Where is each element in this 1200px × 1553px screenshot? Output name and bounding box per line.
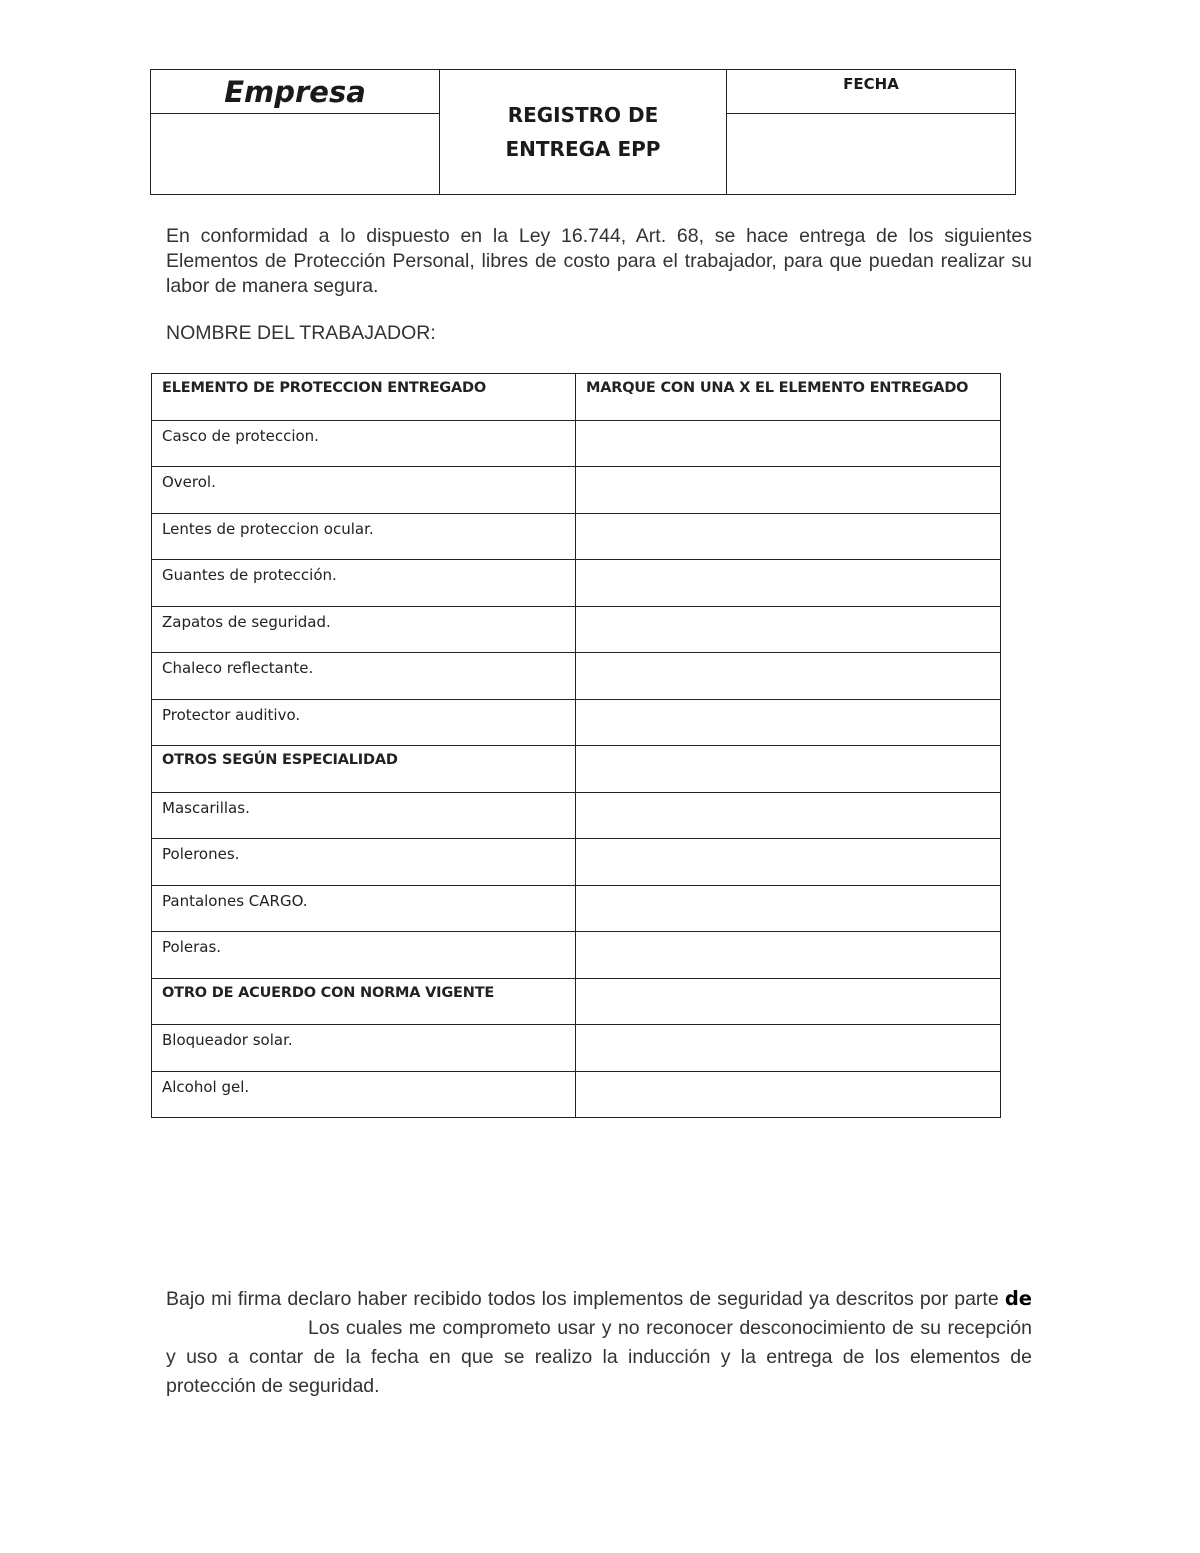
table-row	[152, 699, 1001, 746]
date-field[interactable]	[727, 114, 1016, 195]
worker-name-label: NOMBRE DEL TRABAJADOR:	[166, 322, 436, 344]
item-name-cell: Guantes de protección.	[152, 560, 576, 607]
company-label: Empresa	[151, 70, 440, 114]
item-name-cell: Protector auditivo.	[152, 699, 576, 746]
mark-cell[interactable]	[576, 746, 1001, 793]
column-header-item: ELEMENTO DE PROTECCION ENTREGADO	[152, 374, 576, 421]
mark-cell[interactable]	[576, 932, 1001, 979]
mark-cell[interactable]	[576, 885, 1001, 932]
table-row	[152, 606, 1001, 653]
table-header-row	[152, 374, 1001, 421]
closing-text-1: Bajo mi firma declaro haber recibido todos los implementos de seguridad ya descritos por parte	[166, 1288, 1005, 1310]
mark-cell[interactable]	[576, 467, 1001, 514]
mark-cell[interactable]	[576, 606, 1001, 653]
document-title	[440, 70, 727, 195]
table-row	[152, 839, 1001, 886]
table-row	[152, 932, 1001, 979]
item-name-cell: Poleras.	[152, 932, 576, 979]
table-row	[152, 467, 1001, 514]
column-header-mark: MARQUE CON UNA X EL ELEMENTO ENTREGADO	[576, 374, 1001, 421]
table-row	[152, 653, 1001, 700]
section-heading-cell: OTROS SEGÚN ESPECIALIDAD	[152, 746, 576, 793]
mark-cell[interactable]	[576, 653, 1001, 700]
company-field[interactable]	[151, 114, 440, 195]
item-name-cell: Polerones.	[152, 839, 576, 886]
table-row	[152, 560, 1001, 607]
mark-cell[interactable]	[576, 1071, 1001, 1118]
item-name-cell: Lentes de proteccion ocular.	[152, 513, 576, 560]
table-row	[152, 978, 1001, 1025]
table-row	[152, 1025, 1001, 1072]
closing-paragraph	[166, 1284, 1032, 1401]
item-name-cell: Chaleco reflectante.	[152, 653, 576, 700]
title-line-1: REGISTRO DE	[507, 103, 659, 127]
table-row	[152, 792, 1001, 839]
mark-cell[interactable]	[576, 978, 1001, 1025]
item-name-cell: Overol.	[152, 467, 576, 514]
table-row	[152, 420, 1001, 467]
item-name-cell: Mascarillas.	[152, 792, 576, 839]
item-name-cell: Alcohol gel.	[152, 1071, 576, 1118]
item-name-cell: Bloqueador solar.	[152, 1025, 576, 1072]
section-heading-cell: OTRO DE ACUERDO CON NORMA VIGENTE	[152, 978, 576, 1025]
document-header	[150, 69, 1016, 195]
mark-cell[interactable]	[576, 792, 1001, 839]
epp-table	[151, 373, 1001, 1118]
closing-text-2: Los cuales me comprometo usar y no reconocer desconocimiento de su recepción y uso a contar de la fecha en que se realizo la inducción y la entrega de los elementos de protección de seguridad.	[166, 1317, 1032, 1397]
mark-cell[interactable]	[576, 560, 1001, 607]
title-line-2: ENTREGA EPP	[505, 137, 661, 161]
intro-paragraph: En conformidad a lo dispuesto en la Ley 16.744, Art. 68, se hace entrega de los siguientes Elementos de Protección Personal, libres de costo para el trabajador, para que puedan realizar su labor de manera segura.	[166, 225, 1032, 297]
table-row	[152, 513, 1001, 560]
table-row	[152, 746, 1001, 793]
item-name-cell: Zapatos de seguridad.	[152, 606, 576, 653]
mark-cell[interactable]	[576, 513, 1001, 560]
mark-cell[interactable]	[576, 1025, 1001, 1072]
date-label: FECHA	[727, 70, 1016, 114]
table-row	[152, 1071, 1001, 1118]
item-name-cell: Pantalones CARGO.	[152, 885, 576, 932]
mark-cell[interactable]	[576, 699, 1001, 746]
mark-cell[interactable]	[576, 839, 1001, 886]
table-row	[152, 885, 1001, 932]
item-name-cell: Casco de proteccion.	[152, 420, 576, 467]
mark-cell[interactable]	[576, 420, 1001, 467]
closing-de: de	[1004, 1287, 1032, 1310]
